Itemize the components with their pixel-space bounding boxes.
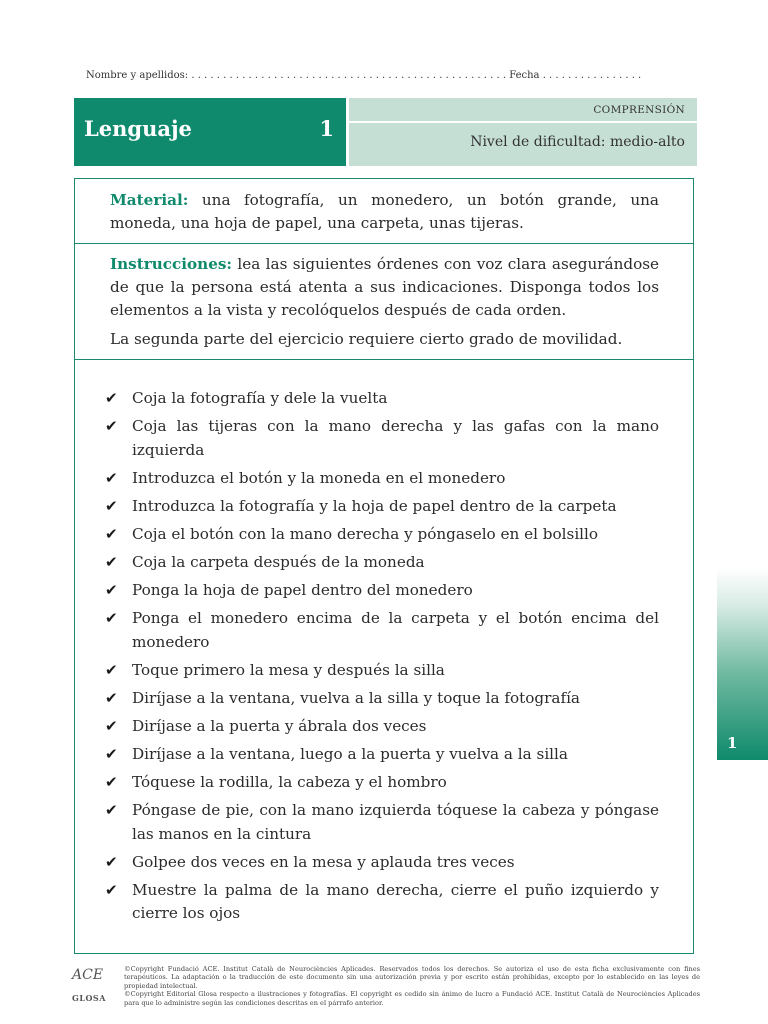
checkmark-icon: ✔ <box>105 552 118 571</box>
side-tab <box>717 568 768 760</box>
order-text: Muestre la palma de la mano derecha, cierre el puño izquierdo y cierre los ojos <box>132 880 659 923</box>
order-item <box>105 659 659 683</box>
subject-box <box>74 98 346 166</box>
order-item <box>105 715 659 739</box>
order-text: Ponga la hoja de papel dentro del monedero <box>132 581 473 600</box>
checkmark-icon: ✔ <box>105 852 118 871</box>
footer <box>72 965 700 1015</box>
instructions-text: lea las siguientes órdenes con voz clara asegurándose de que la persona está atenta a sus indicaciones. Disponga todos los elementos a la vista y recolóquelos después de cada orden. <box>110 255 659 319</box>
order-item <box>105 851 659 875</box>
order-item <box>105 579 659 603</box>
order-text: Tóquese la rodilla, la cabeza y el hombro <box>132 773 447 792</box>
order-text: Ponga el monedero encima de la carpeta y el botón encima del monedero <box>132 609 659 651</box>
order-item <box>105 879 659 926</box>
order-item <box>105 771 659 795</box>
order-text: Diríjase a la ventana, luego a la puerta y vuelva a la silla <box>132 745 568 764</box>
header-info <box>349 98 697 166</box>
order-text: Diríjase a la puerta y ábrala dos veces <box>132 716 427 735</box>
instructions-section <box>75 253 693 351</box>
order-item <box>105 415 659 462</box>
order-item <box>105 743 659 767</box>
orders-list <box>75 387 693 931</box>
subject-title: Lenguaje <box>84 116 192 141</box>
section-divider <box>75 359 693 360</box>
ace-logo: ACE <box>72 967 104 983</box>
order-item <box>105 799 659 846</box>
order-item <box>105 495 659 519</box>
order-text: Coja el botón con la mano derecha y póngaselo en el bolsillo <box>132 524 599 543</box>
checkmark-icon: ✔ <box>105 688 118 707</box>
checkmark-icon: ✔ <box>105 524 118 543</box>
material-text: una fotografía, un monedero, un botón grande, una moneda, una hoja de papel, una carpeta, unas tijeras. <box>110 191 659 232</box>
order-text: Diríjase a la ventana, vuelva a la silla y toque la fotografía <box>132 688 580 707</box>
order-text: Golpee dos veces en la mesa y aplauda tres veces <box>132 852 515 871</box>
material-section <box>75 189 693 235</box>
material-label: Material: <box>110 191 189 209</box>
order-item <box>105 523 659 547</box>
order-text: Introduzca la fotografía y la hoja de papel dentro de la carpeta <box>132 496 617 515</box>
difficulty-level: Nivel de dificultad: medio-alto <box>470 134 685 150</box>
checkmark-icon: ✔ <box>105 801 118 820</box>
checkmark-icon: ✔ <box>105 660 118 679</box>
copyright-glosa: ©Copyright Editorial Glosa respecto a ilustraciones y fotografías. El copyright es cedido sin ánimo de lucro a Fundació ACE. Institut Català de Neurociències Aplicades para que lo administre según las condiciones descritas en el párrafo anterior. <box>124 990 700 1007</box>
checkmark-icon: ✔ <box>105 468 118 487</box>
order-item <box>105 551 659 575</box>
worksheet-number: 1 <box>319 116 334 141</box>
copyright-text <box>124 965 700 1007</box>
category-label: COMPRENSIÓN <box>593 104 685 116</box>
checkmark-icon: ✔ <box>105 496 118 515</box>
order-text: Toque primero la mesa y después la silla <box>132 660 445 679</box>
order-text: Coja las tijeras con la mano derecha y las gafas con la mano izquierda <box>132 417 659 459</box>
glosa-logo: GLOSA <box>72 993 106 1003</box>
worksheet-header <box>74 98 697 166</box>
checkmark-icon: ✔ <box>105 773 118 792</box>
checkmark-icon: ✔ <box>105 389 118 407</box>
exercise-panel <box>74 178 694 954</box>
instructions-label: Instrucciones: <box>110 255 233 273</box>
order-text: Coja la fotografía y dele la vuelta <box>132 389 388 407</box>
checkmark-icon: ✔ <box>105 745 118 764</box>
mobility-note: La segunda parte del ejercicio requiere cierto grado de movilidad. <box>110 330 623 348</box>
checkmark-icon: ✔ <box>105 716 118 735</box>
order-item <box>105 467 659 491</box>
header-divider <box>349 121 697 123</box>
side-tab-number: 1 <box>727 734 738 752</box>
checkmark-icon: ✔ <box>105 417 118 436</box>
checkmark-icon: ✔ <box>105 609 118 628</box>
copyright-ace: ©Copyright Fundació ACE. Institut Català de Neurociències Aplicades. Reservados todos los derechos. Se autoriza el uso de esta ficha exclusivamente con fines terapéuticos. La adaptación o la traducción de este documento sin una autorización previa y por escrito están prohibidas, excepto por lo establecido en las leyes de propiedad intelectual. <box>124 965 700 990</box>
order-item <box>105 607 659 654</box>
order-text: Coja la carpeta después de la moneda <box>132 552 425 571</box>
order-item <box>105 687 659 711</box>
name-date-line: Nombre y apellidos: . . . . . . . . . . . . . . . . . . . . . . . . . . . . . . . . . . . . . . . . . . . . . . . . . . Fecha . . . . . . . . . . . . . . . . <box>86 70 642 81</box>
order-text: Póngase de pie, con la mano izquierda tóquese la cabeza y póngase las manos en la cintura <box>132 801 659 843</box>
checkmark-icon: ✔ <box>105 880 118 899</box>
checkmark-icon: ✔ <box>105 581 118 600</box>
order-text: Introduzca el botón y la moneda en el monedero <box>132 468 506 487</box>
section-divider <box>75 243 693 244</box>
order-item <box>105 387 659 411</box>
